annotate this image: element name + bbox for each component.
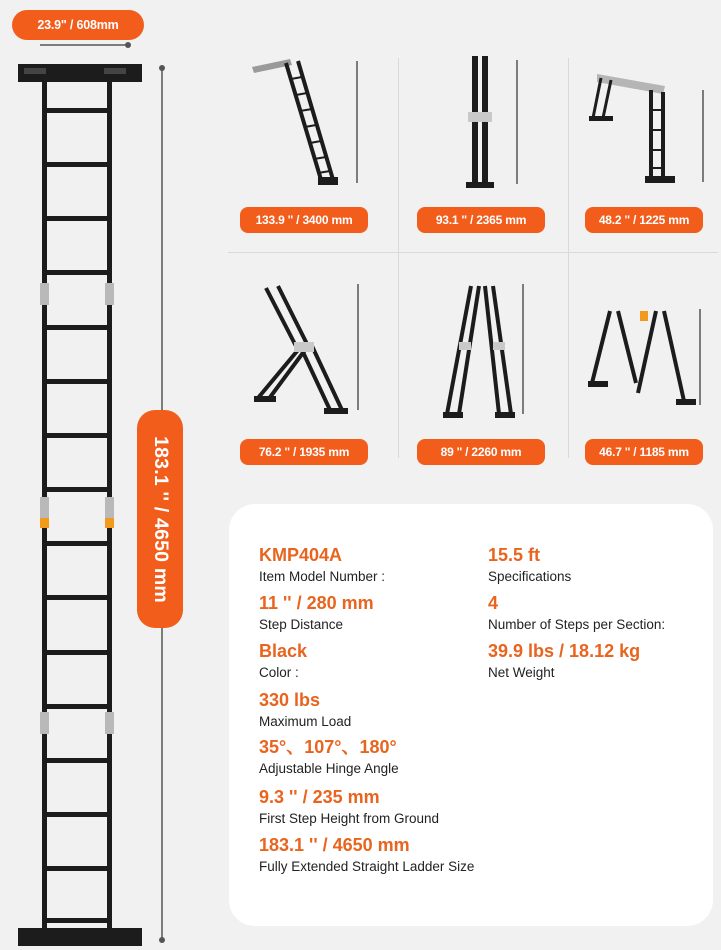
spec-step-distance: [259, 592, 374, 633]
specifications-card: [229, 504, 713, 926]
ladder-rung: [45, 650, 109, 655]
config-dimension-badge: 48.2 '' / 1225 mm: [585, 207, 703, 233]
spec-maximum-load: [259, 689, 351, 730]
spec-color: [259, 640, 307, 681]
a-frame-ladder-icon: [435, 280, 535, 425]
spec-label: Net Weight: [488, 665, 555, 680]
spec-value: 15.5 ft: [488, 545, 541, 565]
ladder-rung: [45, 758, 109, 763]
config-dimension-badge: 133.9 '' / 3400 mm: [240, 207, 368, 233]
ladder-rung: [45, 270, 109, 275]
ladder-rung: [45, 379, 109, 384]
spec-label: Fully Extended Straight Ladder Size: [259, 859, 475, 874]
config-dimension-badge: 93.1 '' / 2365 mm: [417, 207, 545, 233]
spec-model-number: [259, 544, 385, 585]
spec-hinge-angle: [259, 736, 399, 777]
ladder-rung: [45, 433, 109, 438]
ladder-rung: [45, 216, 109, 221]
ladder-rung: [45, 918, 109, 923]
ladder-rung: [45, 595, 109, 600]
grid-divider: [228, 252, 718, 253]
spec-label: Maximum Load: [259, 714, 352, 729]
spec-value: 35°、107°、180°: [259, 737, 397, 757]
config-dimension-badge: 46.7 '' / 1185 mm: [585, 439, 703, 465]
ladder-rung: [45, 108, 109, 113]
folded-ladder-icon: [450, 52, 530, 192]
spec-value: Black: [259, 641, 308, 661]
spec-label: First Step Height from Ground: [259, 811, 440, 826]
config-dimension-badge: 89 '' / 2260 mm: [417, 439, 545, 465]
ladder-rung: [45, 162, 109, 167]
width-dimension-badge: 23.9" / 608mm: [12, 10, 144, 40]
spec-first-step-height: [259, 786, 439, 827]
ladder-rung: [45, 812, 109, 817]
spec-specifications: [488, 544, 571, 585]
spec-net-weight: [488, 640, 640, 681]
ladder-rung: [45, 325, 109, 330]
spec-label: Step Distance: [259, 617, 344, 632]
height-dimension-label: 183.1 '' / 4650 mm: [149, 435, 172, 603]
grid-divider: [398, 58, 399, 458]
spec-label: Item Model Number :: [259, 569, 386, 584]
ladder-rung: [45, 541, 109, 546]
ladder-rung: [45, 866, 109, 871]
spec-label: Number of Steps per Section:: [488, 617, 666, 632]
spec-value: 4: [488, 593, 499, 613]
spec-label: Color :: [259, 665, 299, 680]
spec-label: Specifications: [488, 569, 572, 584]
spec-value: 183.1 '' / 4650 mm: [259, 835, 410, 855]
spec-extended-size: [259, 834, 474, 875]
spec-value: 11 '' / 280 mm: [259, 593, 374, 613]
scaffold-ladder-icon: [585, 60, 715, 190]
spec-steps-per-section: [488, 592, 665, 633]
config-dimension-badge: 76.2 '' / 1935 mm: [240, 439, 368, 465]
double-a-frame-ladder-icon: [580, 305, 710, 415]
height-dimension-badge: [137, 410, 183, 628]
ladder-rung: [45, 487, 109, 492]
grid-divider: [568, 58, 569, 458]
spec-label: Adjustable Hinge Angle: [259, 761, 399, 776]
ladder-rung: [45, 704, 109, 709]
leaning-ladder-icon: [250, 280, 380, 425]
spec-value: KMP404A: [259, 545, 343, 565]
spec-value: 330 lbs: [259, 690, 321, 710]
spec-value: 9.3 '' / 235 mm: [259, 787, 380, 807]
extension-ladder-icon: [240, 55, 370, 190]
spec-value: 39.9 lbs / 18.12 kg: [488, 641, 641, 661]
